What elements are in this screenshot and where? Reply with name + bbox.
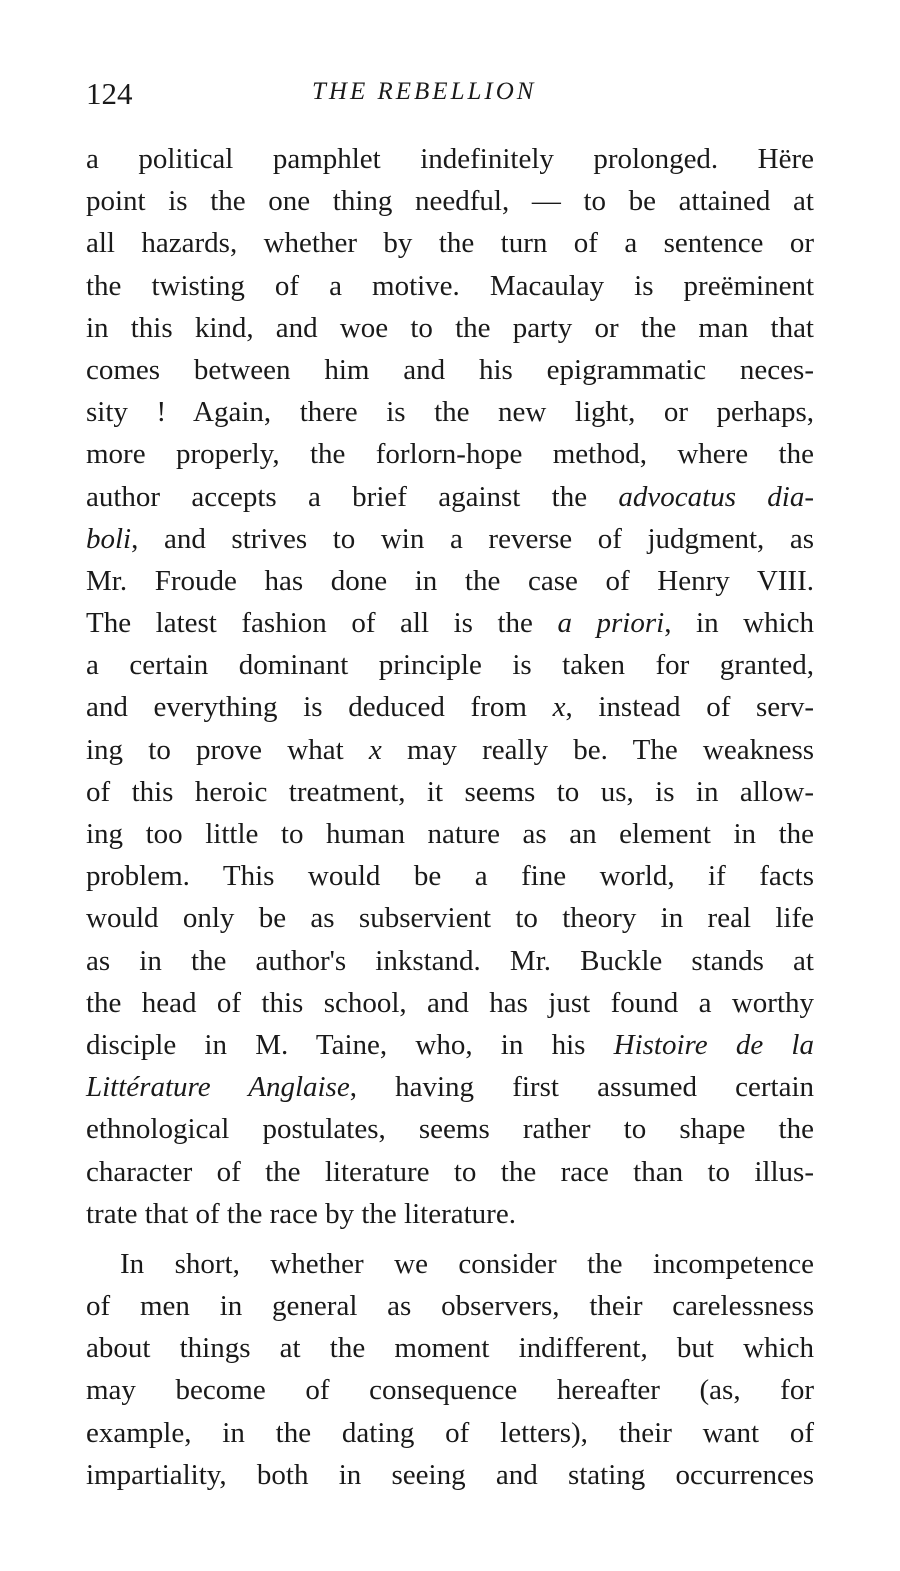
italic-term: advocatus dia-: [618, 480, 814, 513]
text-line: character of the literature to the race than to illus-: [86, 1155, 814, 1188]
italic-term: boli: [86, 522, 132, 555]
text-line: The latest fashion of all is the a priori, in which: [86, 607, 815, 640]
paragraph: [86, 1243, 814, 1496]
text-line: the head of this school, and has just found a worthy: [86, 986, 814, 1019]
text-line: of this heroic treatment, it seems to us, is in allow-: [86, 775, 814, 808]
text-line: author accepts a brief against the advocatus dia-: [86, 480, 814, 513]
text-line: in this kind, and woe to the party or the man that: [86, 311, 814, 344]
text-line: In short, whether we consider the incompetence: [120, 1247, 814, 1280]
text-line: would only be as subservient to theory in real life: [86, 902, 814, 935]
text-line: of men in general as observers, their carelessness: [86, 1290, 814, 1323]
text-line: a political pamphlet indefinitely prolonged. Hëre: [86, 143, 814, 175]
italic-term: a priori: [557, 607, 665, 640]
page-number: 124: [86, 76, 133, 111]
italic-term: x: [552, 691, 566, 724]
text-line: Littérature Anglaise, having first assumed certain: [86, 1071, 814, 1104]
body-text: [86, 138, 814, 1496]
page-header: [86, 76, 814, 116]
paragraph: [86, 138, 814, 1235]
text-line: point is the one thing needful, — to be attained at: [86, 185, 814, 218]
running-head: THE REBELLION: [312, 78, 537, 105]
text-line: disciple in M. Taine, who, in his Histoire de la: [86, 1028, 814, 1061]
italic-term: Littérature Anglaise: [86, 1071, 350, 1104]
text-line: all hazards, whether by the turn of a sentence or: [86, 227, 814, 260]
text-line: example, in the dating of letters), their want of: [86, 1416, 814, 1449]
text-line: ing too little to human nature as an element in the: [86, 818, 814, 850]
text-line: sity ! Again, there is the new light, or perhaps,: [86, 396, 814, 429]
text-line: more properly, the forlorn-hope method, where the: [86, 438, 814, 471]
text-line: ethnological postulates, seems rather to shape the: [86, 1113, 814, 1146]
text-line: boli, and strives to win a reverse of judgment, as: [86, 522, 814, 555]
text-line: may become of consequence hereafter (as, for: [86, 1374, 814, 1407]
text-line: and everything is deduced from x, instead of serv-: [86, 691, 814, 724]
text-line: ing to prove what x may really be. The weakness: [86, 733, 815, 766]
text-line: the twisting of a motive. Macaulay is preëminent: [86, 269, 814, 302]
text-line: as in the author's inkstand. Mr. Buckle stands at: [86, 944, 814, 977]
text-line: impartiality, both in seeing and stating occurrences: [86, 1458, 814, 1491]
italic-term: x: [368, 733, 382, 766]
italic-term: Histoire de la: [613, 1028, 814, 1061]
text-line: trate that of the race by the literature.: [86, 1197, 516, 1230]
text-line: comes between him and his epigrammatic neces-: [86, 353, 814, 386]
text-line: problem. This would be a fine world, if facts: [86, 860, 814, 893]
text-line: about things at the moment indifferent, but which: [86, 1332, 814, 1365]
text-line: Mr. Froude has done in the case of Henry VIII.: [86, 564, 814, 597]
text-line: a certain dominant principle is taken for granted,: [86, 649, 814, 682]
